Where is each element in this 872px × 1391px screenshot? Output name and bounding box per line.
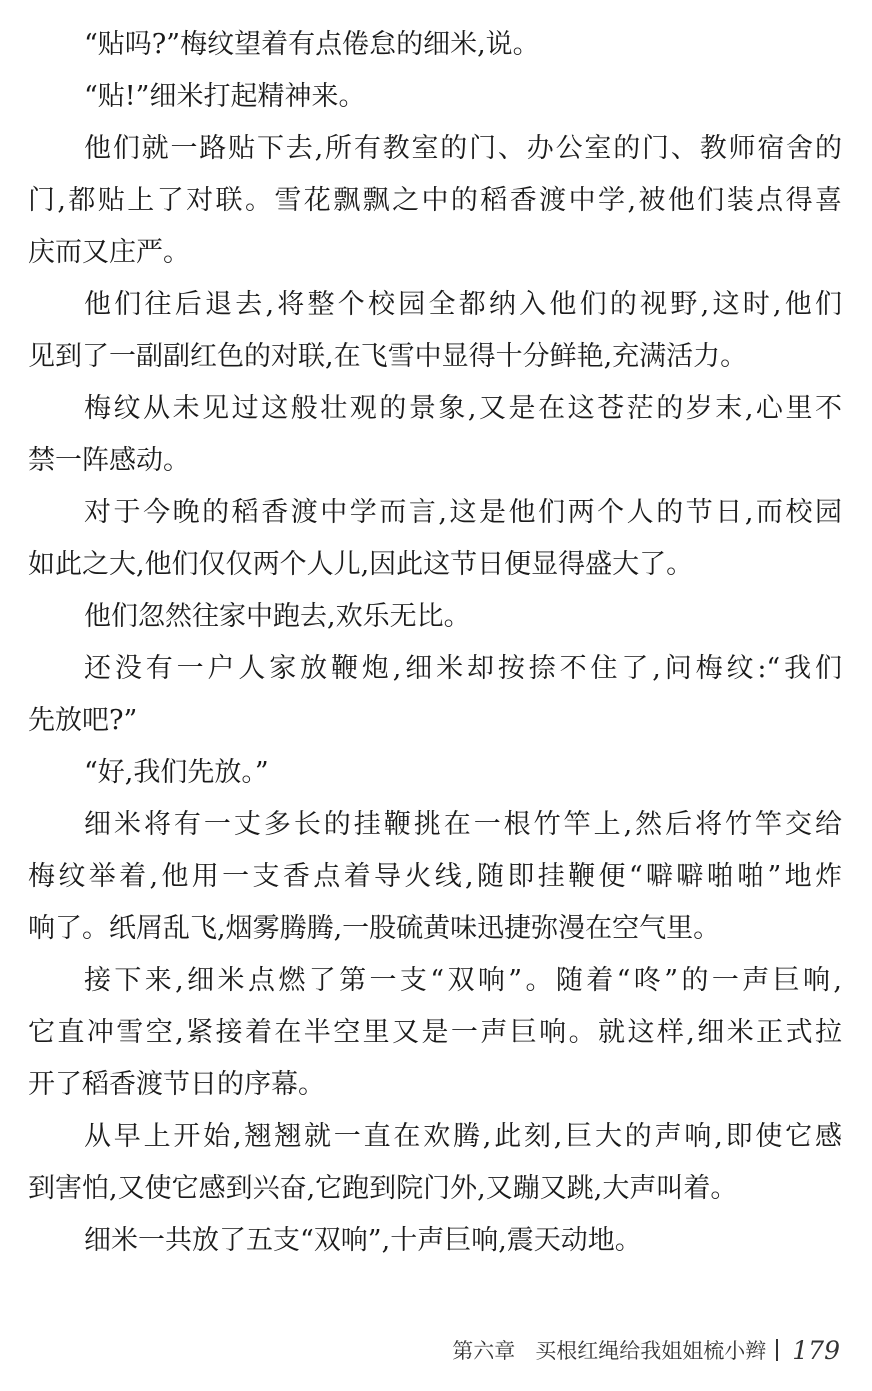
paragraph — [28, 19, 842, 71]
text-line: 接下来,细米点燃了第一支“双响”。随着“咚”的一声巨响, — [84, 965, 842, 996]
paragraph — [28, 799, 842, 955]
text-line: 他们就一路贴下去,所有教室的门、办公室的门、教师宿舍的 — [84, 133, 842, 164]
text-line: “好,我们先放。” — [84, 757, 269, 788]
paragraph — [28, 591, 842, 643]
paragraph — [28, 487, 842, 591]
text-line: 到害怕,又使它感到兴奋,它跑到院门外,又蹦又跳,大声叫着。 — [28, 1173, 738, 1204]
running-footer — [452, 1330, 840, 1370]
text-line: 如此之大,他们仅仅两个人儿,因此这节日便显得盛大了。 — [28, 549, 694, 580]
text-line: 他们忽然往家中跑去,欢乐无比。 — [84, 601, 471, 632]
paragraph — [28, 71, 842, 123]
paragraph — [28, 1215, 842, 1267]
page-number: 179 — [792, 1335, 840, 1365]
paragraph — [28, 279, 842, 383]
paragraph — [28, 643, 842, 747]
text-line: 还没有一户人家放鞭炮,细米却按捺不住了,问梅纹:“我们 — [84, 653, 842, 684]
paragraph — [28, 123, 842, 279]
text-line: 细米将有一丈多长的挂鞭挑在一根竹竿上,然后将竹竿交给 — [84, 809, 842, 840]
text-line: “贴吗?”梅纹望着有点倦怠的细米,说。 — [84, 29, 540, 60]
chapter-title: 买根红绳给我姐姐梳小辫 — [535, 1339, 767, 1363]
paragraph — [28, 955, 842, 1111]
text-line: 梅纹从未见过这般壮观的景象,又是在这苍茫的岁末,心里不 — [84, 393, 842, 424]
footer-divider — [776, 1339, 778, 1361]
text-line: 从早上开始,翘翘就一直在欢腾,此刻,巨大的声响,即使它感 — [84, 1121, 842, 1152]
text-line: 梅纹举着,他用一支香点着导火线,随即挂鞭便“噼噼啪啪”地炸 — [28, 861, 842, 892]
text-line: 庆而又庄严。 — [28, 237, 190, 268]
text-line: 他们往后退去,将整个校园全都纳入他们的视野,这时,他们 — [84, 289, 842, 320]
chapter-label: 第六章 — [452, 1339, 516, 1363]
paragraph — [28, 747, 842, 799]
text-line: 细米一共放了五支“双响”,十声巨响,震天动地。 — [84, 1225, 642, 1256]
text-line: 见到了一副副红色的对联,在飞雪中显得十分鲜艳,充满活力。 — [28, 341, 748, 372]
text-line: 禁一阵感动。 — [28, 445, 190, 476]
text-line: 开了稻香渡节日的序幕。 — [28, 1069, 325, 1100]
text-line: 门,都贴上了对联。雪花飘飘之中的稻香渡中学,被他们装点得喜 — [28, 185, 842, 216]
text-line: 先放吧?” — [28, 705, 138, 736]
paragraph — [28, 1111, 842, 1215]
text-line: 响了。纸屑乱飞,烟雾腾腾,一股硫黄味迅捷弥漫在空气里。 — [28, 913, 721, 944]
text-line: 它直冲雪空,紧接着在半空里又是一声巨响。就这样,细米正式拉 — [28, 1017, 842, 1048]
page-body — [28, 19, 842, 1267]
text-line: 对于今晚的稻香渡中学而言,这是他们两个人的节日,而校园 — [84, 497, 842, 528]
paragraph — [28, 383, 842, 487]
text-line: “贴!”细米打起精神来。 — [84, 81, 366, 112]
